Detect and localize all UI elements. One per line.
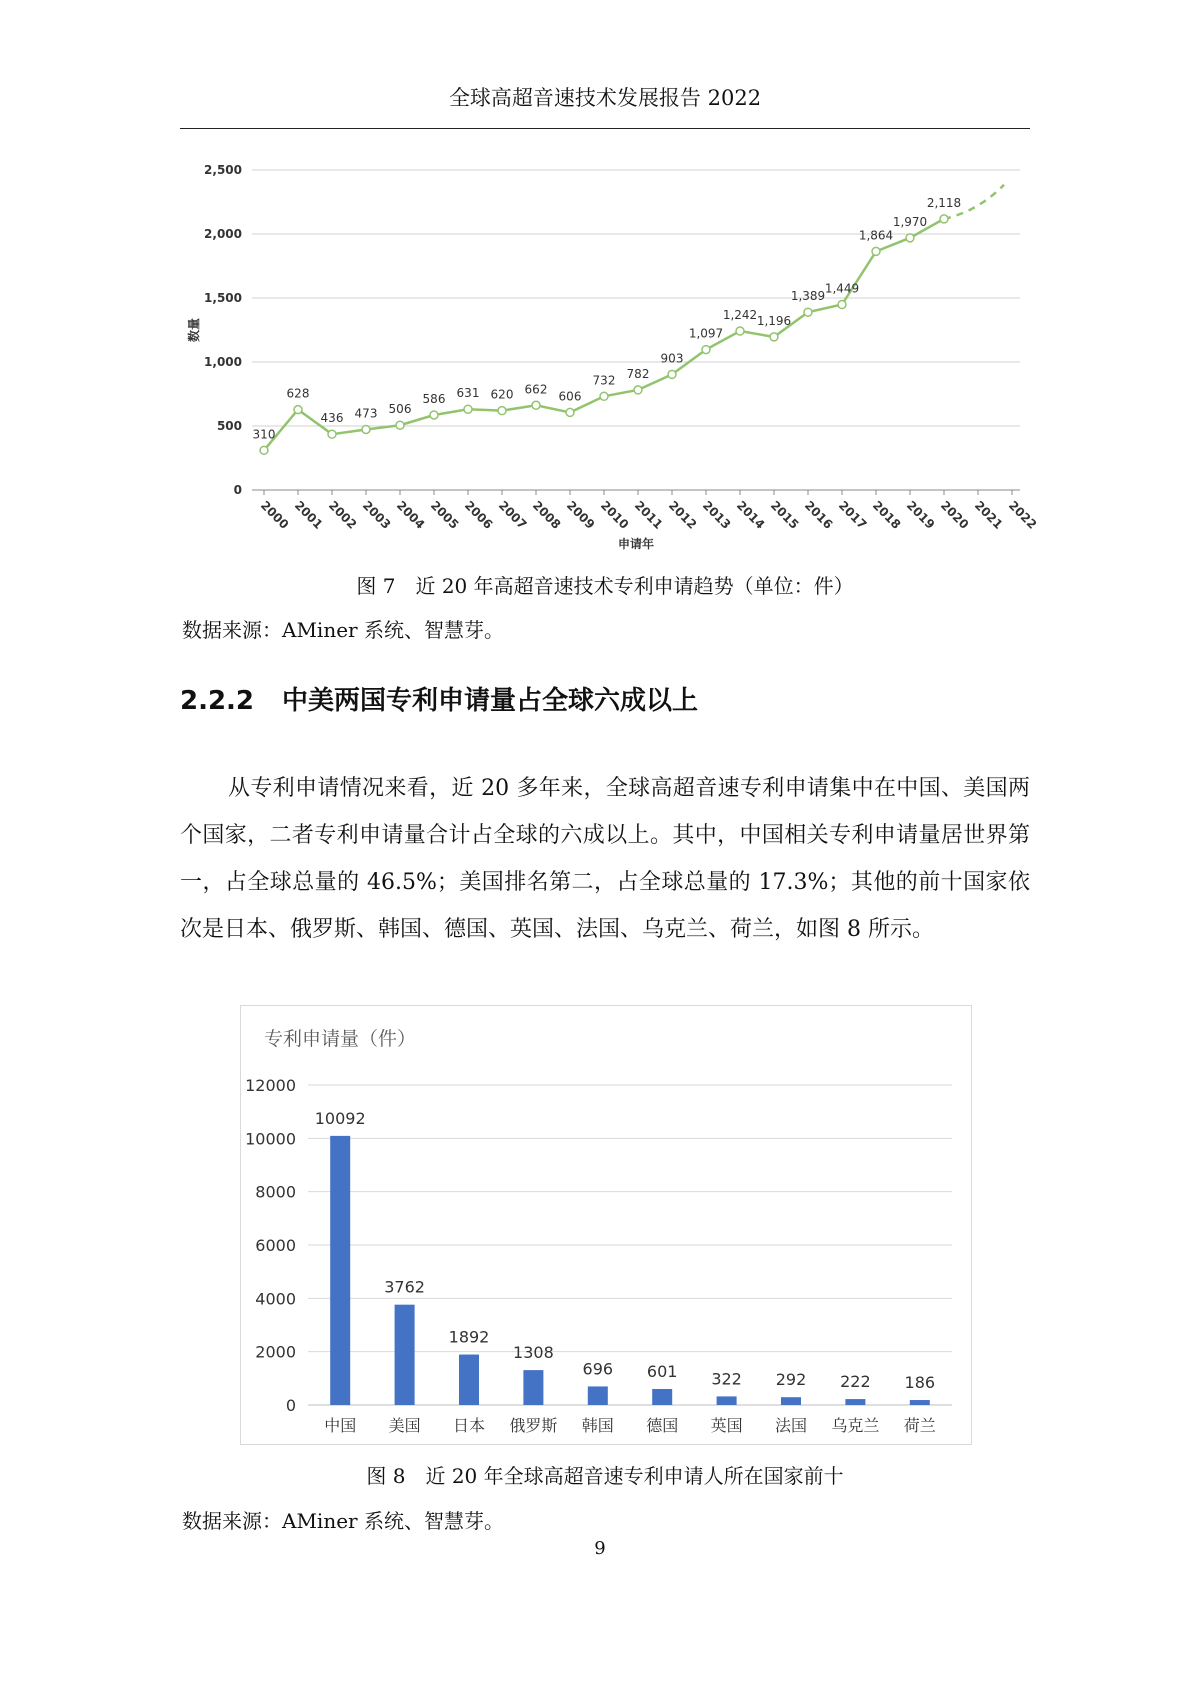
data-point (940, 215, 948, 223)
bar (523, 1370, 543, 1405)
bar-value-label: 601 (646, 1361, 678, 1381)
category-label: 乌克兰 (831, 1416, 880, 1435)
bar-value-label: 222 (840, 1372, 871, 1392)
x-tick-label: 2004 (393, 498, 428, 532)
y-tick-label: 12000 (245, 1076, 296, 1095)
bar-value-label: 1308 (513, 1343, 554, 1363)
y-tick-label: 4000 (255, 1289, 296, 1309)
y-tick-label: 6000 (255, 1236, 296, 1255)
x-tick-label: 2009 (563, 498, 598, 532)
data-point (464, 405, 472, 413)
data-point (770, 333, 778, 341)
data-point (906, 234, 914, 242)
data-label: 473 (354, 406, 378, 421)
bar (459, 1355, 479, 1405)
x-tick-label: 2015 (767, 498, 802, 532)
page-number: 9 (594, 1538, 606, 1559)
category-label: 法国 (774, 1416, 808, 1435)
data-label: 2,118 (926, 195, 962, 210)
figure-8-source: 数据来源：AMiner 系统、智慧芽。 (182, 1509, 504, 1533)
data-point (838, 301, 846, 309)
y-axis-label: 数量 (187, 317, 201, 343)
header-rule (180, 128, 1030, 129)
bar (845, 1399, 865, 1405)
paragraph-text: 从专利申请情况来看，近 20 多年来，全球高超音速专利申请集中在中国、美国两个国家，二者专利申请量合计占全球的六成以上。其中，中国相关专利申请量居世界第一，占全球总量的 46.5%；美国排名第二，占全球总量的 17.3%；其他的前十国家依次是日本、俄罗斯、韩国、德国、英国、法国、乌克兰、荷兰，如图 8 所示。 (180, 776, 1030, 942)
data-label: 903 (660, 351, 684, 366)
data-point (668, 370, 676, 378)
y-tick-label: 2,500 (204, 163, 242, 177)
data-label: 586 (422, 391, 446, 406)
data-label: 1,242 (722, 308, 758, 323)
y-tick-label: 0 (285, 1396, 296, 1415)
data-point (294, 406, 302, 414)
data-point (566, 408, 574, 416)
bar-value-label: 3762 (384, 1277, 425, 1297)
running-header: 全球高超音速技术发展报告 2022 (448, 86, 762, 110)
x-tick-label: 2006 (461, 498, 496, 532)
bar (910, 1400, 930, 1405)
chart-title: 专利申请量（件） (264, 1028, 417, 1050)
data-label: 662 (524, 382, 548, 397)
y-tick-label: 10000 (245, 1129, 296, 1149)
category-label: 日本 (452, 1416, 486, 1435)
bar-value-label: 1892 (448, 1327, 490, 1347)
y-tick-label: 1,000 (204, 355, 242, 369)
x-tick-label: 2003 (359, 498, 394, 532)
data-label: 1,389 (790, 289, 826, 304)
data-label: 1,864 (858, 228, 894, 243)
y-tick-label: 500 (216, 419, 242, 433)
x-tick-label: 2016 (801, 498, 836, 532)
data-label: 506 (388, 402, 412, 417)
category-label: 英国 (710, 1416, 743, 1435)
y-tick-label: 8000 (255, 1182, 296, 1202)
section-heading (180, 680, 698, 717)
bar-value-label: 696 (582, 1359, 614, 1379)
bar-value-label: 186 (904, 1373, 936, 1393)
x-tick-label: 2020 (937, 498, 972, 532)
data-label: 782 (626, 366, 650, 381)
bar (781, 1397, 801, 1405)
data-point (532, 401, 540, 409)
data-point (328, 430, 336, 438)
data-point (634, 386, 642, 394)
x-tick-label: 2011 (631, 498, 666, 532)
data-point (736, 327, 744, 335)
x-tick-label: 2019 (903, 498, 938, 532)
x-tick-label: 2013 (699, 498, 734, 532)
y-tick-label: 2,000 (204, 227, 242, 241)
bar (652, 1389, 672, 1405)
data-label: 1,970 (892, 214, 928, 229)
data-point (260, 446, 268, 454)
x-tick-label: 2012 (665, 498, 700, 532)
category-label: 荷兰 (903, 1416, 936, 1435)
data-label: 1,097 (688, 326, 724, 341)
data-label: 606 (558, 389, 582, 404)
x-tick-label: 2017 (835, 498, 870, 532)
figure-8-caption: 图 8 近 20 年全球高超音速专利申请人所在国家前十 (366, 1464, 844, 1488)
x-tick-label: 2010 (597, 498, 632, 532)
x-tick-label: 2021 (971, 498, 1006, 532)
data-point (804, 308, 812, 316)
x-tick-label: 2001 (291, 498, 326, 532)
data-point (362, 425, 370, 433)
bar-value-label: 322 (711, 1369, 742, 1389)
bar (717, 1396, 737, 1405)
data-point (396, 421, 404, 429)
category-label: 美国 (388, 1416, 421, 1435)
country-bar-chart (240, 1005, 972, 1445)
category-label: 韩国 (581, 1416, 614, 1435)
data-label: 1,196 (756, 313, 792, 328)
body-paragraph (180, 765, 1030, 953)
x-tick-label: 2022 (1005, 498, 1040, 532)
data-label: 1,449 (824, 281, 860, 296)
x-tick-label: 2008 (529, 498, 564, 532)
data-label: 620 (490, 387, 514, 402)
data-label: 732 (592, 373, 616, 388)
x-tick-label: 2014 (733, 498, 768, 532)
patent-trend-line-chart (180, 150, 1040, 551)
bar (588, 1386, 608, 1405)
data-point (702, 346, 710, 354)
bar-value-label: 10092 (314, 1108, 366, 1128)
data-point (872, 247, 880, 255)
x-axis-label: 申请年 (617, 537, 655, 551)
data-label: 436 (320, 411, 344, 426)
x-tick-label: 2005 (427, 498, 462, 532)
bar (330, 1136, 350, 1405)
figure-7-caption: 图 7 近 20 年高超音速技术专利申请趋势（单位：件） (356, 574, 854, 598)
bar-value-label: 292 (775, 1370, 807, 1390)
data-label: 631 (456, 386, 480, 401)
category-label: 俄罗斯 (509, 1416, 558, 1435)
x-tick-label: 2018 (869, 498, 904, 532)
data-point (600, 392, 608, 400)
x-tick-label: 2000 (257, 498, 292, 532)
y-tick-label: 2000 (255, 1342, 296, 1362)
data-label: 310 (252, 427, 276, 442)
data-label: 628 (286, 386, 310, 401)
figure-7-source: 数据来源：AMiner 系统、智慧芽。 (182, 618, 504, 642)
category-label: 德国 (646, 1416, 679, 1435)
section-title: 中美两国专利申请量占全球六成以上 (282, 686, 699, 716)
data-point (430, 411, 438, 419)
y-tick-label: 1,500 (204, 291, 242, 305)
x-tick-label: 2002 (325, 498, 360, 532)
section-number: 2.2.2 (180, 686, 255, 716)
x-tick-label: 2007 (495, 498, 530, 532)
y-tick-label: 0 (233, 483, 242, 497)
category-label: 中国 (324, 1416, 357, 1435)
data-point (498, 407, 506, 415)
bar (395, 1305, 415, 1405)
